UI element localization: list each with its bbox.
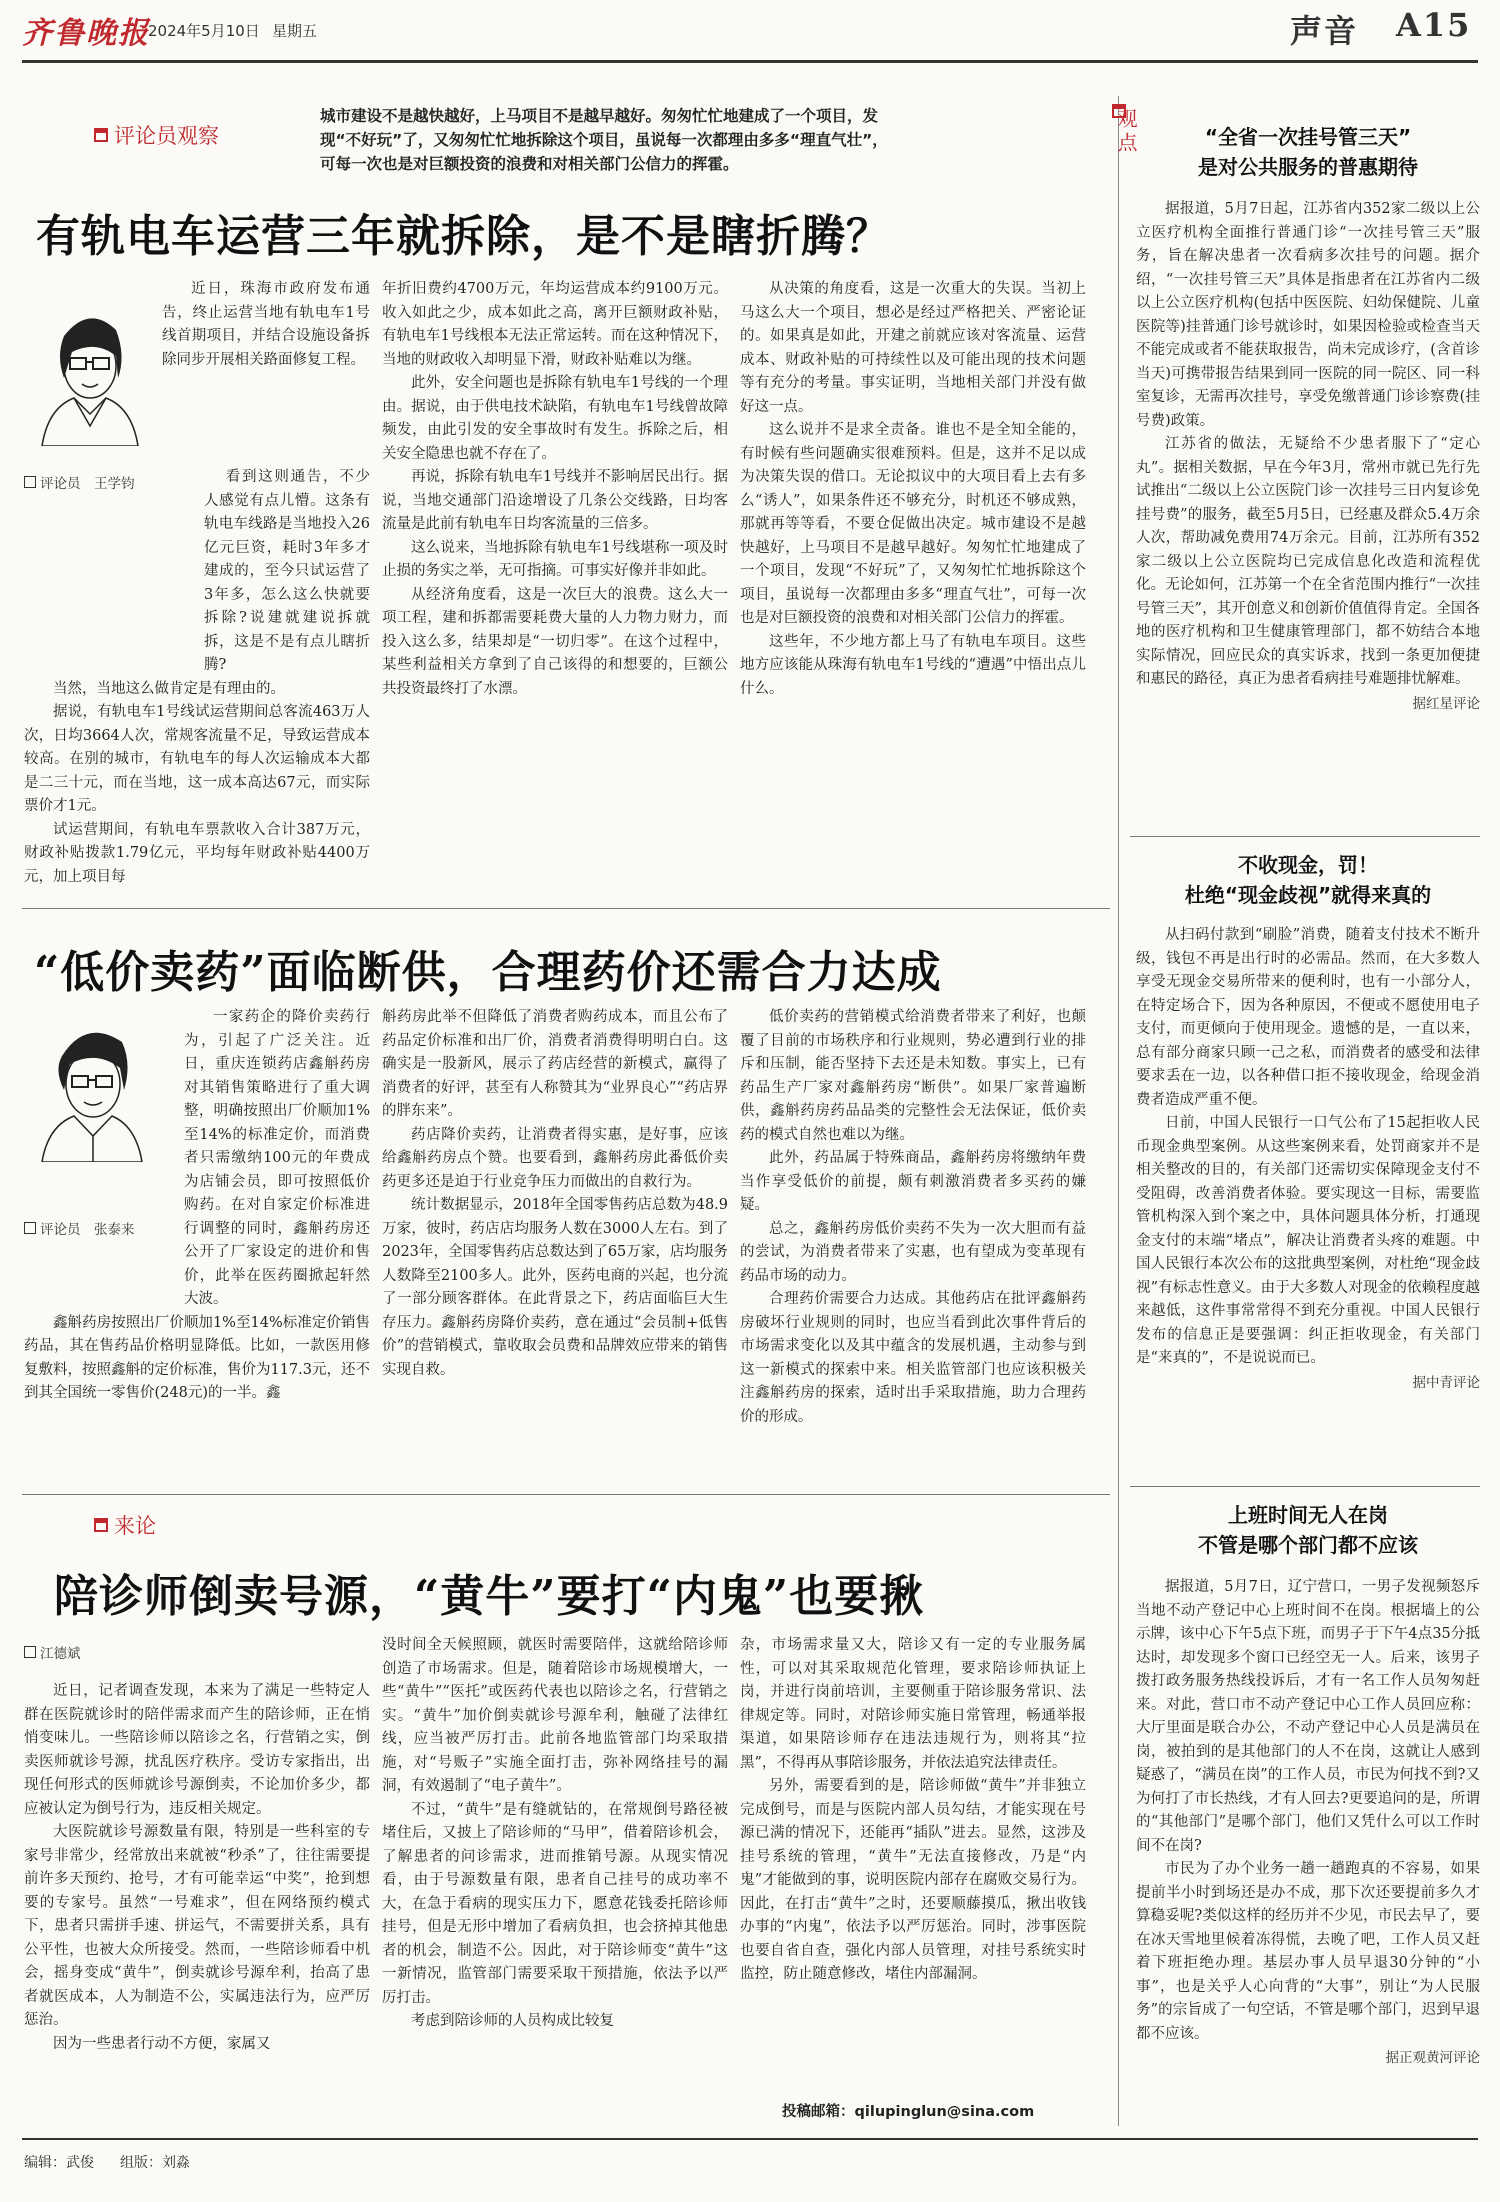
- divider-mid-bottom: [22, 1494, 1110, 1495]
- right-a1-body: 据报道，5月7日起，江苏省内352家二级以上公立医疗机构全面推行普通门诊“一次挂号管三天”服务，旨在解决患者一次看病多次挂号的问题。据介绍，“一次挂号管三天”具体是指患者在江苏省内二级以上公立医疗机构(包括中医医院、妇幼保健院、儿童医院等)挂普通门诊号就诊时，如果因检验或检查当天不能完成或者不能获取报告，尚未完成诊疗，(含首诊当天)可携带报告结果到同一医院的同一院区、同一科室复诊，无需再次挂号，享受免缴普通门诊诊察费(挂号费)政策。 江苏省的做法，无疑给不少患者服下了“定心丸”。据相关数据，早在今年3月，常州市就已先行先试推出“二级以上公立医院门诊一次挂号三日内复诊免挂号费”的服务，截至5月5日，已经惠及群众5.4万余人次，帮助减免费用74万余元。目前，江苏所有352家二级以上公立医院均已完成信息化改造和流程优化。无论如何，江苏第一个在全省范围内推行“一次挂号管三天”，其开创意义和创新价值值得肯定。全国各地的医疗机构和卫生健康管理部门，都不妨结合本地实际情况，回应民众的真实诉求，找到一条更加便捷和惠民的路径，真正为患者看病挂号难题排忧解难。 据红星评论: [1136, 201, 1480, 712]
- right-a1-source: 据红星评论: [1412, 695, 1480, 712]
- top-col2: 年折旧费约4700万元，年均运营成本约9100万元。收入如此之少，成本如此之高，离开巨额财政补贴，有轨电车1号线根本无法正常运转。而在这种情况下，当地的财政收入却明显下滑，财政补贴难以为继。 此外，安全问题也是拆除有轨电车1号线的一个理由。据说，由于供电技术缺陷，有轨电车1号线曾故障频发，由此引发的安全事故时有发生。拆除之后，相关安全隐患也就不存在了。 再说，拆除有轨电车1号线并不影响居民出行。据说，当地交通部门沿途增设了几条公交线路，日均客流量是此前有轨电车日均客流量的三倍多。 这么说来，当地拆除有轨电车1号线堪称一项及时止损的务实之举，无可指摘。可事实好像并非如此。 从经济角度看，这是一次巨大的浪费。这么大一项工程，建和拆都需要耗费大量的人力物力财力，而投入这么多，结果却是“一切归零”。在这个过程中，某些利益相关方拿到了自己该得的和想要的，巨额公共投资最终打了水漂。: [382, 281, 728, 697]
- byline-marker-icon: [24, 1646, 36, 1658]
- bottom-col3: 杂，市场需求量又大，陪诊又有一定的专业服务属性，可以对其采取规范化管理，要求陪诊师执证上岗，并进行岗前培训，主要侧重于陪诊服务常识、法律规定等。同时，对陪诊师实施日常管理，畅通举报渠道，如果陪诊师存在违法违规行为，则将其“拉黑”，不得再从事陪诊服务，并依法追究法律责任。 另外，需要看到的是，陪诊师做“黄牛”并非独立完成倒号，而是与医院内部人员勾结，才能实现在号源已满的情况下，还能再“插队”进去。显然，这涉及挂号系统的管理，“黄牛”无法直接修改，乃是“内鬼”才能做到的事，说明医院内部存在腐败交易行为。因此，在打击“黄牛”之时，还要顺藤摸瓜，揪出收钱办事的“内鬼”，依法予以严厉惩治。同时，涉事医院也要自省自查，强化内部人员管理，对挂号系统实时监控，防止随意修改，堵住内部漏洞。: [740, 1637, 1086, 1982]
- right-a2-source: 据中青评论: [1412, 1374, 1480, 1391]
- divider-top-mid: [22, 908, 1110, 909]
- mid-col3: 低价卖药的营销模式给消费者带来了利好，也颠覆了目前的市场秩序和行业规则，势必遭到行业的排斥和压制，能否坚持下去还是未知数。事实上，已有药品生产厂家对鑫斛药房“断供”。如果厂家普遍断供，鑫斛药房药品品类的完整性会无法保证，低价卖药的模式自然也难以为继。 此外，药品属于特殊商品，鑫斛药房将缴纳年费当作享受低价的前提，颇有刺激消费者多买药的嫌疑。 总之，鑫斛药房低价卖药不失为一次大胆而有益的尝试，为消费者带来了实惠，也有望成为变革现有药品市场的动力。 合理药价需要合力达成。其他药店在批评鑫斛药房破坏行业规则的同时，也应当看到此次事件背后的市场需求变化以及其中蕴含的发展机遇，主动参与到这一新模式的探索中来。相关监管部门也应该积极关注鑫斛药房的探索，适时出手采取措施，助力合理药价的形成。: [740, 1009, 1086, 1425]
- column-divider: [1118, 96, 1119, 2126]
- portrait-wang: [34, 296, 144, 446]
- page-number: A15: [1396, 6, 1472, 44]
- submission-email[interactable]: 投稿邮箱：qilupinglun@sina.com: [782, 2104, 1035, 2120]
- divider-right-1: [1130, 836, 1480, 837]
- divider-right-2: [1130, 1486, 1480, 1487]
- tag-marker-icon: [94, 128, 108, 142]
- mid-headline: “低价卖药”面临断供，合理药价还需合力达成: [34, 947, 942, 998]
- right-a2-body: 从扫码付款到“刷脸”消费，随着支付技术不断升级，钱包不再是出行时的必需品。然而，在大多数人享受无现金交易所带来的便利时，也有一小部分人，在特定场合下，因为各种原因，不便或不愿使用电子支付，而更倾向于使用现金。遗憾的是，一直以来，总有部分商家只顾一己之私，而消费者的感受和法律要求丢在一边，以各种借口拒不接收现金，给现金消费者造成严重不便。 日前，中国人民银行一口气公布了15起拒收人民币现金典型案例。从这些案例来看，处罚商家并不是相关整改的目的，有关部门还需切实保障现金支付不受阻碍，改善消费者体验。要实现这一目标，需要监管机构深入到个案之中，具体问题具体分析，打通现金支付的末端“堵点”，解决让消费者头疼的难题。中国人民银行本次公布的这批典型案例，对杜绝“现金歧视”有标志性意义。由于大多数人对现金的依赖程度越来越低，这件事常常得不到充分重视。中国人民银行发布的信息正是要强调：纠正拒收现金，有关部门是“来真的”，不是说说而已。 据中青评论: [1136, 927, 1480, 1391]
- top-col1-body: 看到这则通告，不少人感觉有点儿懵。这条有轨电车线路是当地投入26亿元巨资，耗时3年多才建成的，至今只试运营了3年多，怎么这么快就要拆除?说建就建说拆就拆，这是不是有点儿瞎折腾? 当然，当地这么做肯定是有理由的。 据说，有轨电车1号线试运营期间总客流463万人次，日均3664人次，常规客流量不足，导致运营成本较高。在别的城市，有轨电车的每人次运输成本大都是二三十元，而在当地，这一成本高达67元，而实际票价才1元。 试运营期间，有轨电车票款收入合计387万元，财政补贴拨款1.79亿元，平均每年财政补贴4400万元，加上项目每: [24, 469, 370, 885]
- viewpoint-marker-icon: [1112, 104, 1126, 118]
- issue-weekday: 星期五: [272, 22, 318, 40]
- section-name: 声音: [1290, 12, 1359, 50]
- bottom-col2: 没时间全天候照顾，就医时需要陪伴，这就给陪诊师创造了市场需求。但是，随着陪诊市场规模增大，一些“黄牛”“医托”或医药代表也以陪诊之名，行营销之实。“黄牛”加价倒卖就诊号源牟利，触碰了法律红线，应当被严厉打击。此前各地监管部门均采取措施，对“号贩子”实施全面打击，弥补网络挂号的漏洞，有效遏制了“电子黄牛”。 不过，“黄牛”是有缝就钻的，在常规倒号路径被堵住后，又披上了陪诊师的“马甲”，借着陪诊机会，了解患者的问诊需求，进而推销号源。从现实情况看，由于号源数量有限，患者自己挂号的成功率不大，在急于看病的现实压力下，愿意花钱委托陪诊师挂号，但是无形中增加了看病负担，也会挤掉其他患者的机会，制造不公。因此，对于陪诊师变“黄牛”这一新情况，监管部门需要采取干预措施，依法予以严厉打击。 考虑到陪诊师的人员构成比较复: [382, 1637, 728, 2029]
- bottom-headline: 陪诊师倒卖号源，“黄牛”要打“内鬼”也要揪: [54, 1571, 925, 1622]
- footer-editor: 编辑：武俊: [24, 2155, 94, 2171]
- bottom-col1: 近日，记者调查发现，本来为了满足一些特定人群在医院就诊时的陪伴需求而产生的陪诊师，正在悄悄变味儿。一些陪诊师以陪诊之名，行营销之实，倒卖医师就诊号源，扰乱医疗秩序。受访专家指出，出现任何形式的医师就诊号源倒卖，不论加价多少，都应被认定为倒号行为，违反相关规定。 大医院就诊号源数量有限，特别是一些科室的专家号非常少，经常放出来就被“秒杀”了，往往需要提前许多天预约、抢号，才有可能幸运“中奖”，抢到想要的专家号。虽然“一号难求”，但在网络预约模式下，患者只需拼手速、拼运气，不需要拼关系，具有公平性，也被大众所接受。然而，一些陪诊师看中机会，摇身变成“黄牛”，倒卖就诊号源牟利，抬高了患者就医成本，人为制造不公，实属违法行为，应严厉惩治。 因为一些患者行动不方便，家属又: [24, 1683, 370, 2052]
- top-col1-lead: 近日，珠海市政府发布通告，终止运营当地有轨电车1号线首期项目，并结合设施设备拆除同步开展相关路面修复工程。: [162, 281, 370, 368]
- right-a3-source: 据正观黄河评论: [1385, 2050, 1480, 2066]
- tag-marker-icon: [94, 1518, 108, 1532]
- right-a3-body: 据报道，5月7日，辽宁营口，一男子发视频怒斥当地不动产登记中心上班时间不在岗。根据墙上的公示牌，该中心下午5点下班，而男子于下午4点35分抵达时，却发现多个窗口已经空无一人。后来，该男子拨打政务服务热线投诉后，才有一名工作人员匆匆赶来。对此，营口市不动产登记中心工作人员回应称：大厅里面是联合办公，不动产登记中心人员是满员在岗，被拍到的是其他部门的人不在岗，这就让人感到疑惑了，“满员在岗”的工作人员，市民为何找不到?又为何打了市长热线，才有人回去?更要追问的是，所谓的“其他部门”是哪个部门，他们又凭什么可以工作时间不在岗? 市民为了办个业务一趟一趟跑真的不容易，如果提前半小时到场还是办不成，那下次还要提前多久才算稳妥呢?类似这样的经历并不少见，市民去早了，要在冰天雪地里候着冻得慌，去晚了吧，工作人员又赶着下班拒绝办理。基层办事人员早退30分钟的“小事”，也是关乎人心向背的“大事”，别让“为人民服务”的宗旨成了一句空话，不管是哪个部门，迟到早退都不应该。 据正观黄河评论: [1136, 1579, 1480, 2066]
- tag-label: 评论员观察: [114, 124, 219, 148]
- tag-label: 来论: [114, 1514, 156, 1538]
- footer-rule: [22, 2138, 1478, 2140]
- right-a2-title: 不收现金，罚！ 杜绝“现金歧视”就得来真的: [1184, 853, 1432, 907]
- section-tag-laiLun: [94, 1510, 156, 1540]
- mid-byline: 评论员 张泰来: [24, 1218, 135, 1238]
- bottom-byline: 江德斌: [24, 1642, 81, 1662]
- mid-col2: 斛药房此举不但降低了消费者购药成本，而且公布了药品定价标准和出厂价，消费者消费得明明白白。这确实是一股新风，展示了药店经营的新模式，赢得了消费者的好评，甚至有人称赞其为“业界良心”“药店界的胖东来”。 药店降价卖药，让消费者得实惠，是好事，应该给鑫斛药房点个赞。也要看到，鑫斛药房此番低价卖药更多还是迫于行业竞争压力而做出的自救行为。 统计数据显示，2018年全国零售药店总数为48.9万家，彼时，药店店均服务人数在3000人左右。到了2023年，全国零售药店总数达到了65万家，店均服务人数降至2100多人。此外，医药电商的兴起，也分流了一部分顾客群体。在此背景之下，药店面临巨大生存压力。鑫斛药房降价卖药，意在通过“会员制+低售价”的营销模式，靠收取会员费和品牌效应带来的销售实现自救。: [382, 1009, 728, 1378]
- masthead-rule: [22, 60, 1478, 63]
- top-headline: 有轨电车运营三年就拆除，是不是瞎折腾？: [36, 211, 891, 262]
- right-a1-title: “全省一次挂号管三天” 是对公共服务的普惠期待: [1198, 125, 1418, 179]
- top-intro: 城市建设不是越快越好，上马项目不是越早越好。匆匆忙忙地建成了一个项目，发现“不好玩”了，又匆匆忙忙地拆除这个项目，虽说每一次都理由多多“理直气壮”，可每一次也是对巨额投资的浪费和对相关部门公信力的挥霍。: [320, 107, 888, 173]
- viewpoint-label: 观点: [1114, 108, 1138, 156]
- mid-col1: 一家药企的降价卖药行为，引起了广泛关注。近日，重庆连锁药店鑫斛药房对其销售策略进行了重大调整，明确按照出厂价顺加1%至14%的标准定价，而消费者只需缴纳100元的年费成为店铺会员，即可按照低价购药。在对自家定价标准进行调整的同时，鑫斛药房还公开了厂家设定的进价和售价，此举在医药圈掀起轩然大波。 鑫斛药房按照出厂价顺加1%至14%标准定价销售药品，其在售药品价格明显降低。比如，一款医用修复敷料，按照鑫斛的定价标准，售价为117.3元，还不到其全国统一零售价(248元)的一半。鑫: [24, 1009, 371, 1401]
- top-byline: 评论员 王学钧: [24, 472, 135, 492]
- issue-date: 2024年5月10日: [148, 22, 260, 40]
- newspaper-logo: 齐鲁晚报: [22, 16, 150, 51]
- right-a3-title: 上班时间无人在岗 不管是哪个部门都不应该: [1198, 1503, 1418, 1557]
- top-col3: 从决策的角度看，这是一次重大的失误。当初上马这么大一个项目，想必是经过严格把关、严密论证的。如果真是如此，开建之前就应该对客流量、运营成本、财政补贴的可持续性以及可能出现的技术问题等有充分的考量。事实证明，当地相关部门并没有做好这一点。 这么说并不是求全责备。谁也不是全知全能的，有时候有些问题确实很难预料。但是，这并不足以成为决策失误的借口。无论拟议中的大项目看上去有多么“诱人”，如果条件还不够充分，时机还不够成熟，那就再等等看，不要仓促做出决定。城市建设不是越快越好，上马项目不是越早越好。匆匆忙忙地建成了一个项目，发现“不好玩”了，又匆匆忙忙地拆除这个项目，虽说每一次都理由多多“理直气壮”，可每一次也是对巨额投资的浪费和对相关部门公信力的挥霍。 这些年，不少地方都上马了有轨电车项目。这些地方应该能从珠海有轨电车1号线的“遭遇”中悟出点儿什么。: [740, 281, 1086, 697]
- section-tag-observer: [94, 120, 219, 150]
- footer-layout: 组版：刘淼: [120, 2155, 190, 2171]
